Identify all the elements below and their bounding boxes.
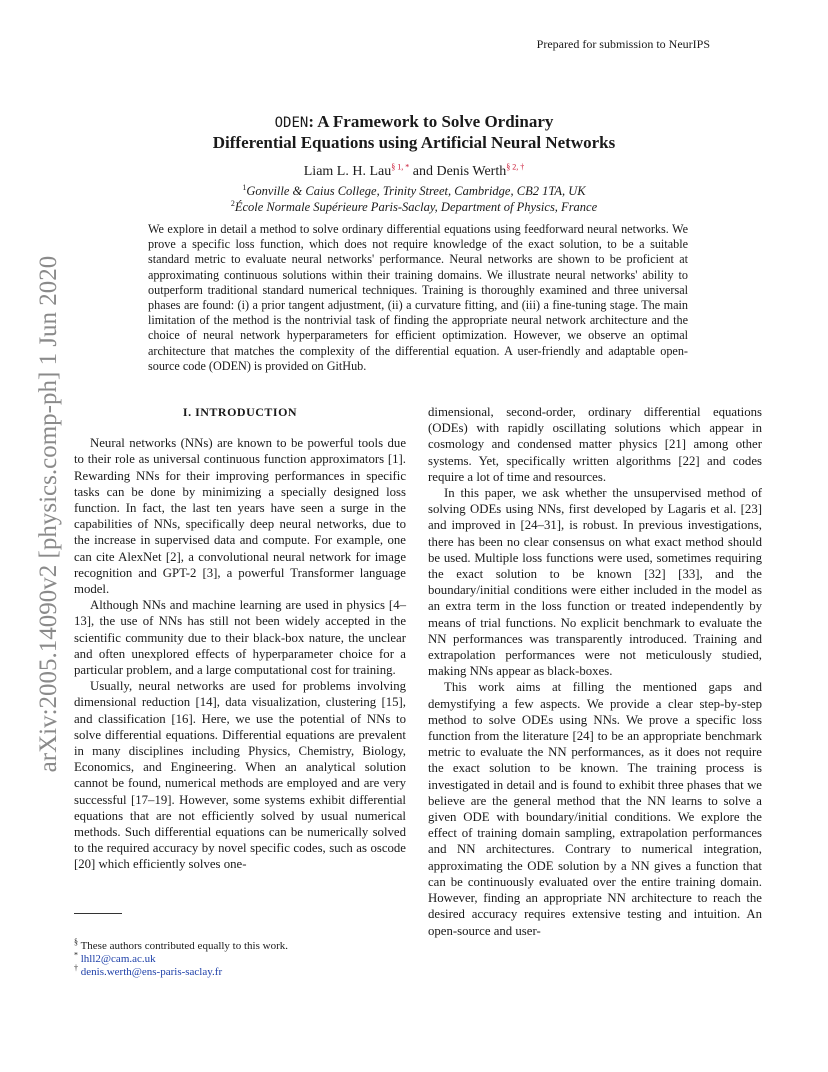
footnote-2-mark: * [74, 950, 78, 960]
email-link-1[interactable]: lhll2@cam.ac.uk [80, 953, 156, 965]
left-column [74, 404, 406, 873]
author-1-marks[interactable]: § 1, * [391, 162, 410, 172]
left-paragraph-1: Neural networks (NNs) are known to be powerful tools due to their role as universal continuous function approximators [1]. Rewarding NNs for their improving performances in specific tasks can be done by minimizing a specially designed loss function. In fact, the last ten years have seen a surge in the capabilities of NNs, specifically deep neural networks, due to the increase in supervised data and compute. For example, one can cite AlexNet [2], a convolutional neural network for image recognition and GPT-2 [3], a powerful Transformer language model. [74, 436, 406, 597]
footnote-1-text: These authors contributed equally to this work. [80, 940, 288, 952]
affiliation-2-number: 2 [230, 198, 235, 208]
left-paragraph-2: Although NNs and machine learning are used in physics [4–13], the use of NNs has still not been widely accepted in the scientific community due to their black-box nature, the unclear and often unexplored effects of hyperparameter choice for a particular problem, and a large computational cost for training. [74, 598, 406, 678]
affiliation-2 [0, 200, 828, 215]
author-and: and [412, 164, 433, 179]
footnote-rule [74, 913, 122, 914]
title-line1: : A Framework to Solve Ordinary [308, 112, 554, 131]
submission-header: Prepared for submission to NeurIPS [536, 37, 710, 51]
oden-logo: ODEN [274, 115, 309, 131]
footnote-1-mark: § [74, 937, 78, 947]
footnote-1 [74, 937, 288, 952]
affiliation-1-number: 1 [242, 182, 247, 192]
right-paragraph-2: In this paper, we ask whether the unsupervised method of solving ODEs using NNs, first developed by Lagaris et al. [23] and improved in [24–31], is robust. In previous investigations, there has been no clear consensus on what exact method should be used. Multiple loss functions were used, sometimes requiring the exact solution to be known [32] [33], and the boundary/initial conditions were either included in the model as an extra term in the loss function or treated independently by means of trial functions. No explicit benchmark to evaluate the NN performances was transparently introduced. Training and extrapolation performances were not meticulously studied, making NNs appear as black-boxes. [428, 486, 762, 679]
affiliation-1-text: Gonville & Caius College, Trinity Street, Cambridge, CB2 1TA, UK [246, 184, 586, 198]
abstract: We explore in detail a method to solve ordinary differential equations using feedforward neural networks. We prove a specific loss function, which does not require knowledge of the exact solution, to be a suitable standard metric to evaluate neural networks' performance. Neural networks are shown to be proficient at approximating continuous solutions within their training domains. We illustrate neural networks' ability to outperform traditional standard numerical techniques. Training is thoroughly examined and three universal phases are found: (i) a prior tangent adjustment, (ii) a curvature fitting, and (iii) a fine-tuning stage. The main limitation of the method is the nontrivial task of finding the appropriate neural network architecture and the choice of neural network hyperparameters for efficient optimization. However, we observe an optimal architecture that matches the complexity of the differential equation. A user-friendly and adaptable open-source code (ODEN) is provided on GitHub. [148, 222, 688, 373]
author-list [0, 164, 828, 180]
author-2-marks[interactable]: § 2, † [506, 162, 525, 172]
arxiv-identifier[interactable]: arXiv:2005.14090v2 [physics.comp-ph] 1 Jun 2020 [35, 255, 62, 773]
title-line2: Differential Equations using Artificial Neural Networks [212, 133, 616, 152]
left-paragraph-3: Usually, neural networks are used for problems involving dimensional reduction [14], data visualization, clustering [15], and classification [16]. Here, we use the potential of NNs to solve differential equations. Differential equations are prevalent in many disciplines including Physics, Chemistry, Biology, Economics, and Engineering. When an analytical solution cannot be found, numerical methods are employed and are very successful [17–19]. However, some systems exhibit differential equations that are not efficiently solved by usual numerical methods. Such differential equations can be numerically solved to the required accuracy by novel specific codes, such as oscode [20] which efficiently solves one- [74, 679, 406, 872]
author-1: Liam L. H. Lau [303, 164, 392, 179]
footnote-3-mark: † [74, 963, 78, 973]
email-link-2[interactable]: denis.werth@ens-paris-saclay.fr [80, 966, 223, 978]
section-heading: I. INTRODUCTION [182, 405, 298, 419]
right-paragraph-1: dimensional, second-order, ordinary differential equations (ODEs) with rapidly oscillating solutions which appear in cosmology and condensed matter physics [21] among other systems. Yet, specifically written algorithms [22] and codes require a lot of time and resources. [428, 405, 762, 484]
author-2: Denis Werth [436, 164, 507, 179]
affiliation-1 [0, 184, 828, 199]
right-column [428, 404, 762, 939]
footnote-3 [74, 963, 223, 978]
affiliation-2-text: École Normale Supérieure Paris-Saclay, Department of Physics, France [234, 200, 598, 214]
paper-title [0, 112, 828, 152]
right-paragraph-3: This work aims at filling the mentioned gaps and demystifying a few aspects. We provide a clear step-by-step method to solve ODEs using NNs. We prove a specific loss function from the literature [24] to be an appropriate benchmark metric to evaluate the NN performances, as it does not require the exact solution to be known. The training process is investigated in detail and is found to exhibit three phases that we believe are the general method that the NN learns to solve a given ODE with boundary/initial conditions. We explore the effect of training domain sampling, extrapolation performances and NN architectures. Contrary to numerical integration, approximating the ODE solution by a NN gives a function that can be continuously evaluated over the entire training domain. However, finding an appropriate NN architecture to reach the desired accuracy requires extensive testing and intuition. An open-source and user- [428, 680, 762, 938]
footnote-2 [74, 950, 156, 965]
